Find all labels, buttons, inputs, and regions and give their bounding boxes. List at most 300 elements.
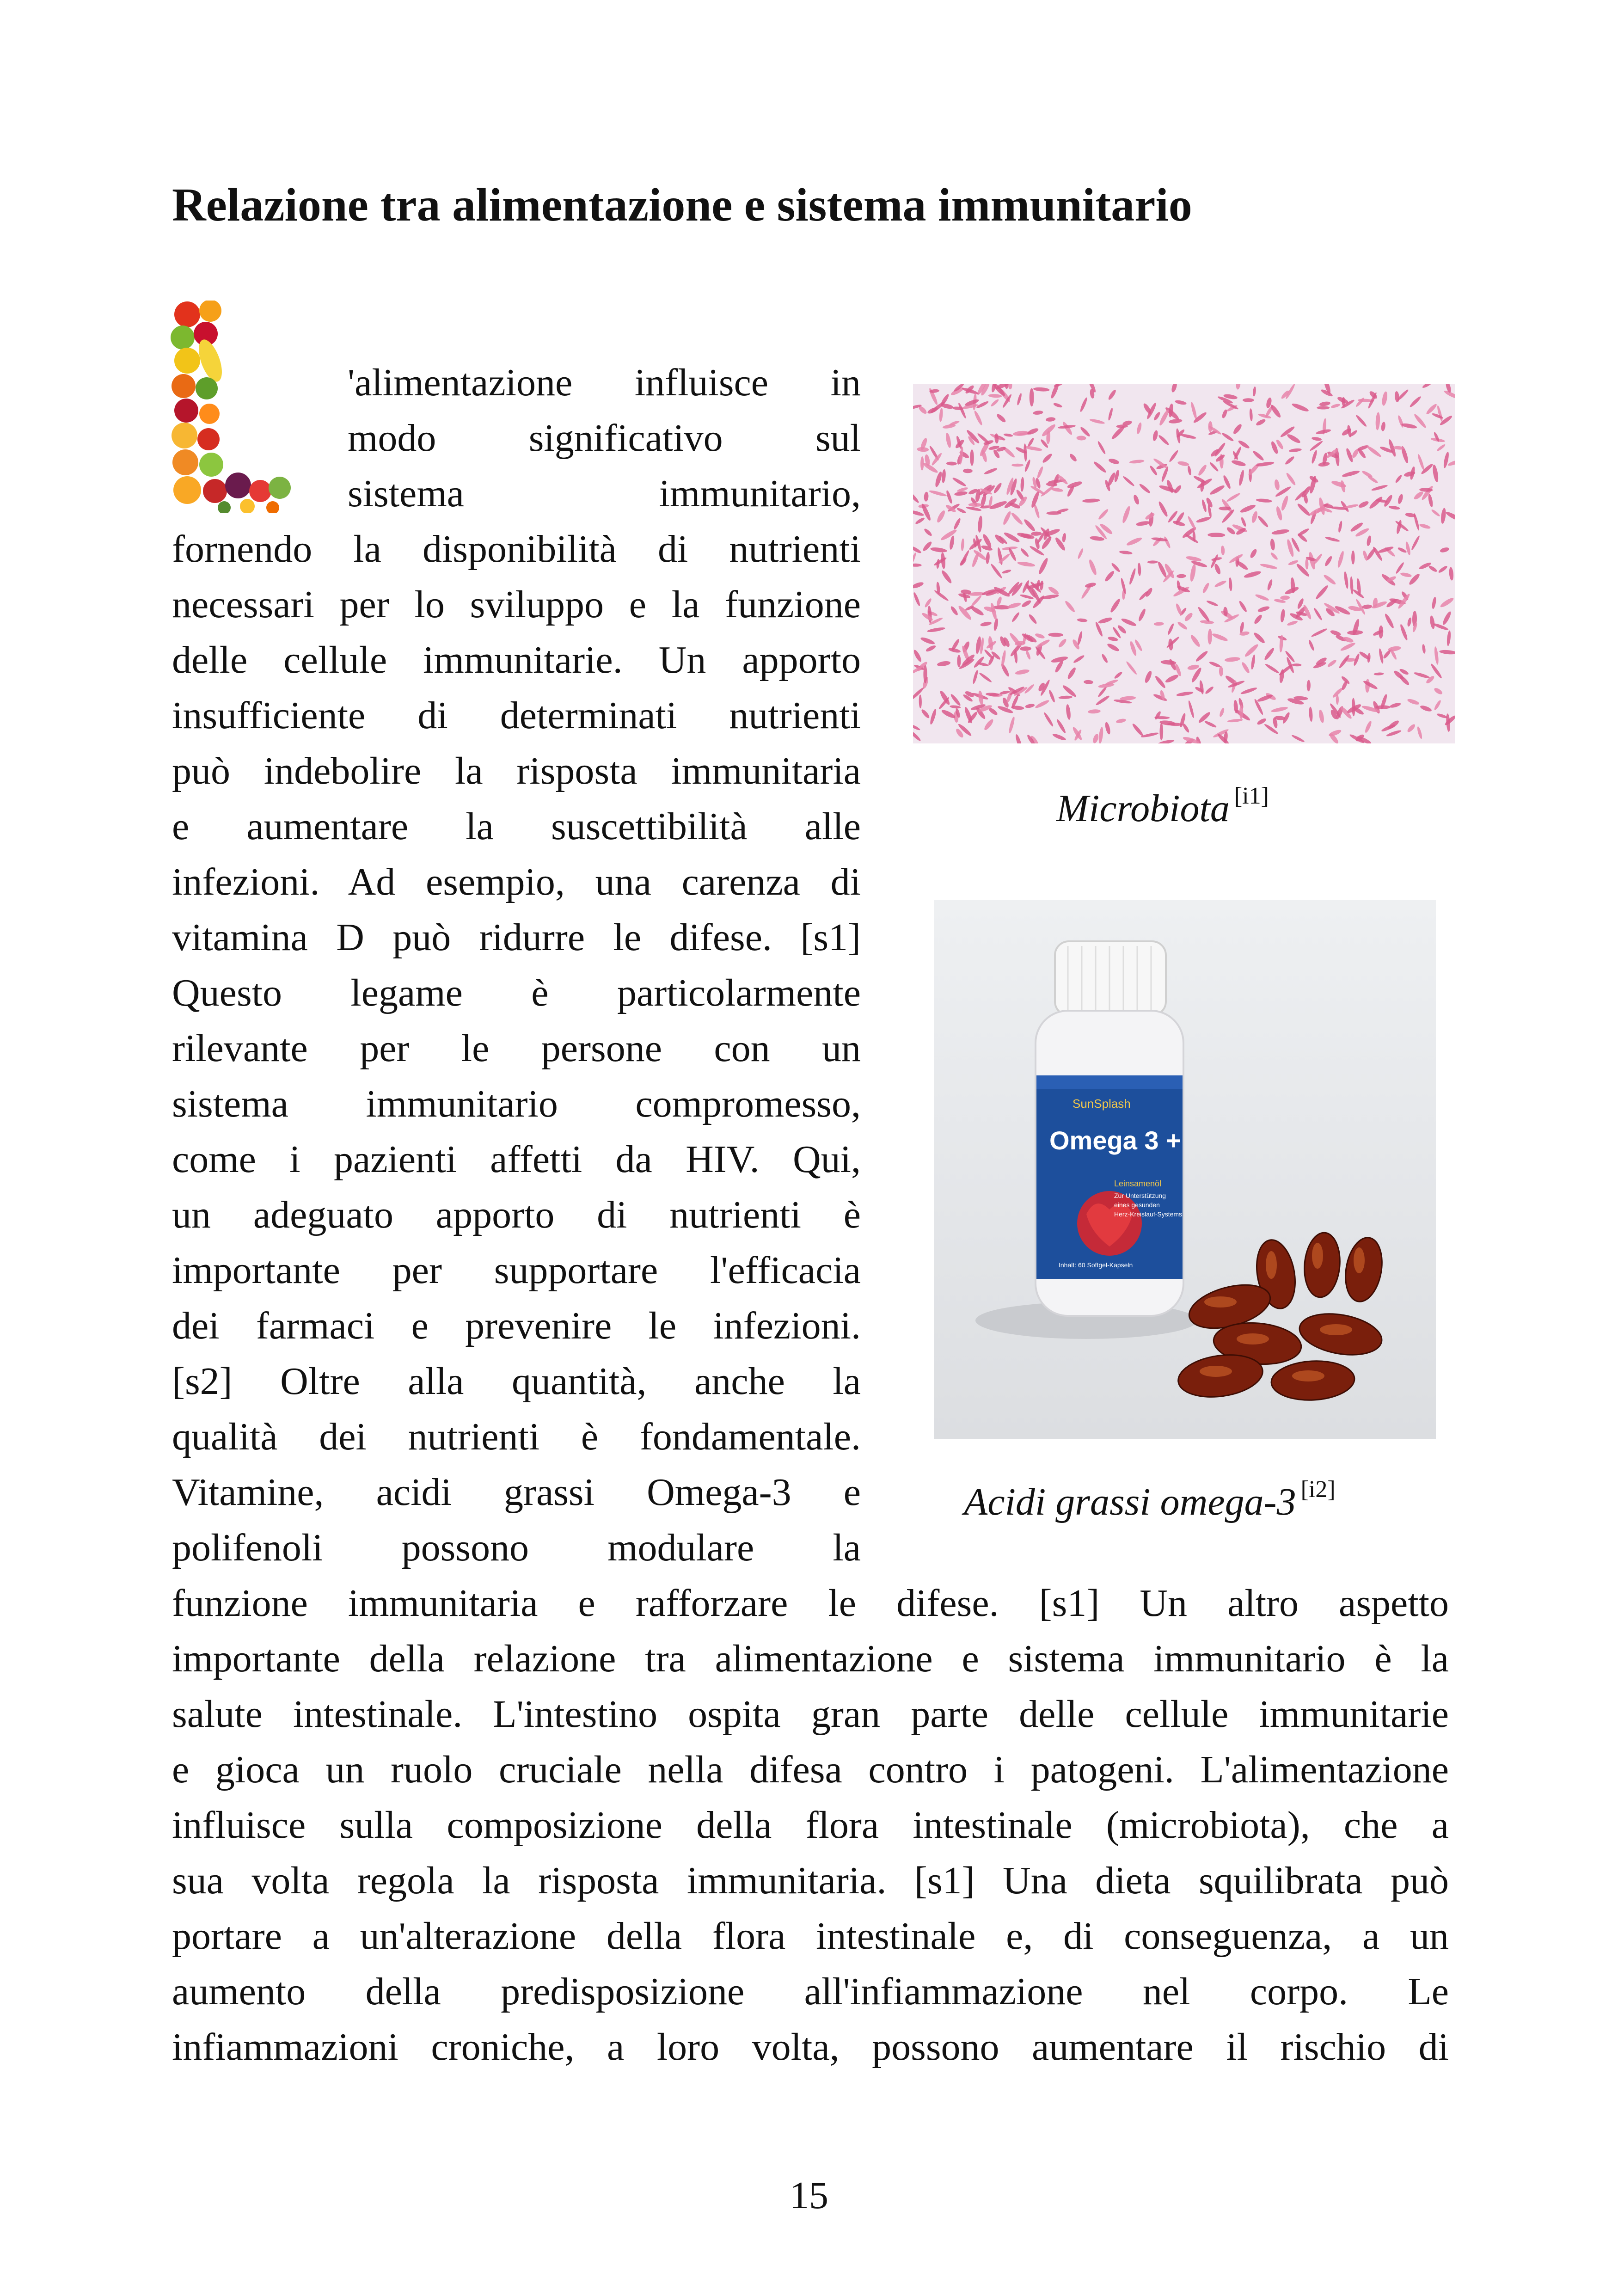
bacterium [1352, 698, 1355, 716]
bacterium [1238, 470, 1245, 486]
bacterium [994, 433, 999, 443]
bottle-line: eines gesunden [1114, 1201, 1160, 1209]
body-line: infezioni. Ad esempio, una carenza di [172, 860, 861, 903]
bacterium [949, 535, 955, 550]
bacterium [913, 581, 924, 589]
bacterium [1033, 387, 1050, 392]
body-line: e aumentare la suscettibilità alle [172, 805, 861, 848]
bacterium [1027, 437, 1035, 448]
bacterium [1185, 533, 1199, 544]
bacterium [1092, 733, 1099, 743]
bacterium [1344, 503, 1359, 509]
bacterium [1366, 535, 1372, 546]
bacterium [1243, 398, 1254, 402]
bacterium [1441, 610, 1452, 626]
bacterium [1306, 680, 1311, 692]
bacterium [1015, 734, 1023, 743]
bacterium [1286, 433, 1301, 444]
bacterium [1256, 498, 1272, 503]
bacterium [1410, 535, 1421, 551]
bacterium [1240, 517, 1247, 528]
bacterium [1420, 705, 1433, 713]
bacterium [1023, 518, 1036, 533]
bottle-line: Inhalt: 60 Softgel-Kapseln [1059, 1261, 1133, 1269]
bacterium [1274, 479, 1280, 491]
bacterium [1005, 384, 1009, 389]
bacterium [1255, 418, 1266, 427]
bacterium [950, 693, 962, 706]
bottle-product: Omega 3 + [1049, 1126, 1181, 1155]
bacterium [970, 595, 982, 607]
caption-ref: [i2] [1300, 1476, 1336, 1503]
bacterium [1338, 521, 1343, 533]
bacterium [1209, 461, 1219, 472]
bacterium [1066, 480, 1083, 490]
bacterium [1381, 422, 1386, 431]
bacterium [1317, 406, 1330, 409]
bacterium [927, 626, 945, 633]
bacterium [970, 449, 974, 466]
bacterium [913, 592, 921, 607]
bacterium [1447, 459, 1455, 467]
bacterium [1336, 694, 1339, 705]
page-number: 15 [790, 2174, 828, 2217]
bacterium [937, 660, 951, 667]
bacterium [1024, 459, 1031, 473]
page-title: Relazione tra alimentazione e sistema immunitario [172, 179, 1192, 231]
caption-text: Acidi grassi omega-3 [964, 1480, 1296, 1523]
bacterium [1358, 500, 1370, 509]
bacterium [1163, 536, 1171, 549]
bacterium [1133, 494, 1140, 505]
omega3-image [934, 900, 1436, 1439]
bacterium [1020, 547, 1030, 558]
bacterium [1382, 649, 1391, 659]
bacterium [1015, 669, 1030, 675]
bacterium [1196, 516, 1212, 524]
bacterium [1168, 449, 1179, 463]
bacterium [1302, 604, 1312, 620]
bacterium [1104, 570, 1115, 583]
bacterium [1433, 622, 1449, 631]
bacterium [1394, 391, 1400, 403]
bacterium [1327, 659, 1337, 668]
bacterium [925, 645, 937, 653]
body-line: dei farmaci e prevenire le infezioni. [172, 1304, 861, 1347]
bacterium [1079, 397, 1088, 412]
bacterium [1244, 570, 1262, 579]
bacterium [1048, 585, 1060, 596]
bacterium [1042, 453, 1053, 464]
bacterium [1066, 666, 1077, 680]
bacterium [1226, 492, 1241, 503]
bacterium [1024, 445, 1042, 452]
bacterium [1407, 698, 1420, 706]
bacterium [1164, 673, 1179, 684]
bacterium [1116, 424, 1128, 428]
bacterium [1037, 557, 1049, 575]
bacterium [934, 471, 943, 488]
bacterium [1158, 501, 1169, 518]
bacterium [929, 708, 938, 725]
bacterium [1389, 702, 1401, 709]
bacterium [1260, 563, 1277, 570]
bacterium [1219, 507, 1231, 510]
body-line: come i pazienti affetti da HIV. Qui, [172, 1138, 861, 1181]
bacterium [1066, 704, 1072, 720]
bacterium [940, 528, 958, 542]
bacterium [1416, 726, 1423, 739]
bacterium [1291, 734, 1305, 743]
bacterium [1438, 565, 1448, 574]
bacterium [1250, 654, 1256, 669]
bacterium [1153, 411, 1161, 421]
bacterium [1347, 630, 1363, 635]
bacterium [1207, 533, 1225, 537]
bacterium [1375, 412, 1380, 430]
bacterium [1003, 433, 1013, 437]
bacterium [1308, 639, 1315, 651]
bacterium [1189, 564, 1196, 582]
bacterium [1147, 560, 1158, 564]
bacterium [923, 665, 927, 684]
bacterium [1285, 472, 1297, 486]
bacterium [1315, 584, 1330, 601]
bacterium [1177, 574, 1186, 578]
bacterium [1106, 642, 1120, 652]
bacterium [961, 538, 964, 551]
bacterium [915, 516, 925, 525]
bacterium [923, 528, 933, 537]
bacterium [1035, 632, 1045, 639]
bacterium [1206, 600, 1219, 607]
bacterium [945, 490, 953, 504]
bacterium [968, 503, 983, 507]
bacterium [1252, 387, 1256, 397]
bacterium [1131, 723, 1144, 737]
bacterium [1171, 384, 1178, 393]
bacterium [1051, 656, 1068, 664]
bacteria-pattern [913, 384, 1455, 743]
bacterium [1189, 634, 1201, 648]
bacterium [1433, 700, 1441, 711]
bacterium [1406, 723, 1416, 733]
bacterium [957, 655, 961, 668]
bacterium [1319, 401, 1330, 407]
bacterium [1330, 629, 1342, 637]
bacterium [1221, 509, 1235, 524]
bacterium [922, 540, 933, 552]
bacterium [1158, 409, 1170, 426]
bacterium [1183, 612, 1194, 622]
bacterium [1020, 477, 1024, 492]
bacterium [1008, 716, 1016, 734]
bacterium [913, 545, 922, 554]
bacterium [1318, 461, 1330, 467]
body-line: vitamina D può ridurre le difese. [s1] [172, 916, 861, 959]
bacterium [1422, 384, 1434, 389]
bacterium [1219, 666, 1223, 676]
bacterium [1228, 577, 1232, 591]
bacterium [1095, 694, 1110, 706]
bacterium [1342, 470, 1360, 478]
bacterium [993, 482, 1003, 494]
bacterium [1128, 568, 1137, 585]
bacterium [1177, 460, 1189, 467]
bacterium [1154, 675, 1166, 689]
bacterium [1001, 569, 1011, 574]
bacterium [1121, 617, 1137, 627]
bacterium [1291, 402, 1309, 413]
bacterium [1374, 672, 1384, 675]
bacterium [1428, 494, 1434, 508]
bacterium [988, 394, 1002, 398]
bacterium [920, 636, 936, 645]
bacterium [1199, 680, 1204, 694]
bacterium [1035, 699, 1050, 709]
bacterium [1064, 600, 1076, 614]
bacterium [1097, 616, 1113, 625]
bacterium [1379, 626, 1383, 638]
body-line: e gioca un ruolo cruciale nella difesa contro i patogeni. L'alimentazione [172, 1748, 1449, 1791]
bacterium [1269, 404, 1282, 419]
bacterium [1209, 484, 1226, 496]
bacterium [1280, 495, 1289, 511]
bacterium [1209, 661, 1221, 668]
bacterium [1137, 563, 1141, 576]
bacterium [1204, 720, 1217, 728]
bacterium [1446, 630, 1452, 646]
bacterium [1002, 510, 1012, 526]
bacterium [1098, 727, 1104, 743]
bacterium [1227, 718, 1243, 723]
bacterium [956, 507, 967, 514]
bacterium [954, 491, 968, 496]
bacterium [1017, 561, 1036, 568]
bacterium [1225, 657, 1241, 663]
bacterium [1312, 436, 1322, 442]
bacterium [1033, 410, 1043, 415]
bacterium [1011, 612, 1020, 623]
bacterium [1284, 455, 1295, 466]
bottle-line: Zur Unterstützung [1114, 1192, 1166, 1199]
body-line: modo significativo sul [348, 417, 861, 460]
bacterium [1211, 632, 1228, 642]
bacterium [1076, 436, 1086, 441]
bacterium [1250, 510, 1258, 523]
bacterium [1256, 461, 1275, 467]
bacterium [1271, 706, 1288, 713]
bacterium [1149, 465, 1158, 476]
bacterium [1311, 449, 1318, 464]
bacterium [1088, 709, 1101, 714]
bacterium [1000, 650, 1006, 667]
bacterium [1434, 646, 1439, 665]
bacterium [1077, 631, 1083, 645]
bacterium [1325, 536, 1340, 542]
bacterium [1436, 405, 1443, 422]
bacterium [1342, 636, 1354, 644]
bacterium [1428, 565, 1438, 573]
bacterium [1221, 432, 1234, 442]
bacterium [1140, 732, 1159, 738]
bacterium [1220, 546, 1225, 555]
bacterium [1257, 515, 1269, 528]
body-line: polifenoli possono modulare la [172, 1526, 861, 1569]
bacterium [1231, 459, 1246, 467]
body-line: salute intestinale. L'intestino ospita gran parte delle cellule immunitarie [172, 1693, 1449, 1736]
bacterium [1028, 614, 1037, 625]
bacterium [1021, 599, 1032, 608]
bacterium [1264, 663, 1280, 675]
bacterium [1249, 548, 1258, 559]
bacterium [1219, 707, 1225, 718]
bacterium [1010, 511, 1024, 526]
bacterium [950, 605, 959, 616]
body-line: 'alimentazione influisce in [348, 361, 861, 404]
bacterium [1361, 470, 1373, 479]
bacterium [946, 461, 957, 466]
caption-text: Microbiota [1056, 787, 1230, 830]
bacterium [1440, 508, 1446, 524]
bacterium [1280, 609, 1286, 623]
bacterium [1397, 546, 1407, 553]
bacterium [1446, 713, 1451, 732]
bacterium [1253, 632, 1266, 645]
bacterium [1400, 572, 1412, 578]
bacterium [963, 469, 973, 473]
bacterium [1443, 451, 1450, 468]
bacterium [1431, 412, 1444, 420]
bacterium [1195, 650, 1208, 663]
bacterium [996, 596, 1003, 606]
bacterium [1395, 562, 1404, 575]
bacterium [1292, 663, 1302, 667]
body-line: [s2] Oltre alla quantità, anche la [172, 1360, 861, 1403]
bacterium [1340, 641, 1356, 652]
body-line: importante della relazione tra alimentazione e sistema immunitario è la [172, 1637, 1449, 1680]
bacterium [1053, 402, 1063, 408]
bacterium [1073, 654, 1085, 664]
bacterium [1263, 647, 1275, 661]
bacterium [1138, 608, 1147, 622]
bacterium [1160, 723, 1164, 741]
bacterium [1371, 484, 1388, 491]
bacterium [990, 399, 999, 407]
bacterium [993, 618, 999, 631]
bacterium [1176, 691, 1194, 697]
bacterium [1336, 551, 1345, 568]
bacterium [1175, 603, 1183, 616]
bacterium [960, 550, 970, 566]
bacterium [1158, 434, 1170, 446]
bacterium [919, 694, 922, 708]
bacterium [1024, 443, 1028, 461]
bacterium [953, 517, 962, 530]
bacterium [996, 413, 1007, 424]
bacterium [1289, 448, 1302, 453]
bacterium [1122, 475, 1135, 487]
bacterium [1129, 459, 1145, 464]
body-line: può indebolire la risposta immunitaria [172, 749, 861, 792]
figure-caption-microbiota [1056, 783, 1269, 831]
bacterium [929, 490, 947, 497]
bacterium [1097, 508, 1109, 521]
bacterium [1439, 650, 1455, 655]
bacterium [1216, 733, 1230, 743]
bacterium [922, 461, 939, 474]
bacterium [1077, 548, 1084, 559]
bacterium [1169, 418, 1183, 424]
microbiota-image [913, 384, 1455, 743]
bacterium [940, 569, 953, 584]
caption-ref: [i1] [1234, 783, 1269, 809]
bacterium [1197, 711, 1211, 724]
bacterium [1077, 618, 1088, 623]
bacterium [1144, 670, 1153, 684]
bacterium [1305, 559, 1308, 570]
bacterium [986, 552, 990, 565]
bacterium [1030, 388, 1034, 407]
bacterium [1280, 595, 1290, 600]
bacterium [1188, 700, 1195, 718]
bacterium [913, 490, 920, 504]
bacterium [1405, 541, 1411, 556]
bacterium [1109, 598, 1122, 614]
bacterium [1025, 703, 1035, 709]
bacterium [1036, 638, 1050, 649]
bacterium [1445, 510, 1455, 522]
bacterium [936, 510, 946, 524]
bacterium [1362, 604, 1373, 609]
bacterium [1214, 579, 1227, 588]
bacterium [1093, 460, 1107, 474]
bacterium [1068, 453, 1078, 462]
bacterium [1052, 733, 1066, 742]
bacterium [986, 693, 999, 697]
bacterium [913, 510, 925, 517]
bacterium [1419, 523, 1431, 529]
bacterium [1201, 499, 1207, 513]
bacterium [1036, 466, 1044, 479]
bacterium [973, 410, 983, 426]
bacterium [1351, 551, 1355, 565]
body-line: sistema immunitario, [348, 472, 861, 515]
bottle-line: Herz-Kreislauf-Systems [1114, 1210, 1183, 1218]
bacterium [977, 516, 983, 533]
bacterium [1108, 458, 1120, 465]
bacterium [1046, 417, 1056, 422]
body-line: un adeguato apporto di nutrienti è [172, 1193, 861, 1236]
bacterium [1253, 614, 1263, 625]
bacterium [1048, 632, 1063, 637]
bacterium [990, 563, 1003, 579]
bacterium [924, 597, 932, 608]
bacterium [1368, 495, 1384, 510]
bacterium [1125, 661, 1138, 675]
bacterium [1323, 574, 1336, 586]
body-line: portare a un'alterazione della flora intestinale e, di conseguenza, a un [172, 1915, 1449, 1958]
bacterium [913, 687, 925, 701]
bacterium [1025, 650, 1031, 660]
bacterium [1399, 624, 1409, 641]
bacterium [1240, 687, 1258, 695]
bacterium [980, 621, 992, 627]
bacterium [1082, 498, 1100, 503]
bacterium [1287, 620, 1298, 626]
bacterium [1055, 718, 1066, 734]
bacterium [1384, 613, 1395, 629]
